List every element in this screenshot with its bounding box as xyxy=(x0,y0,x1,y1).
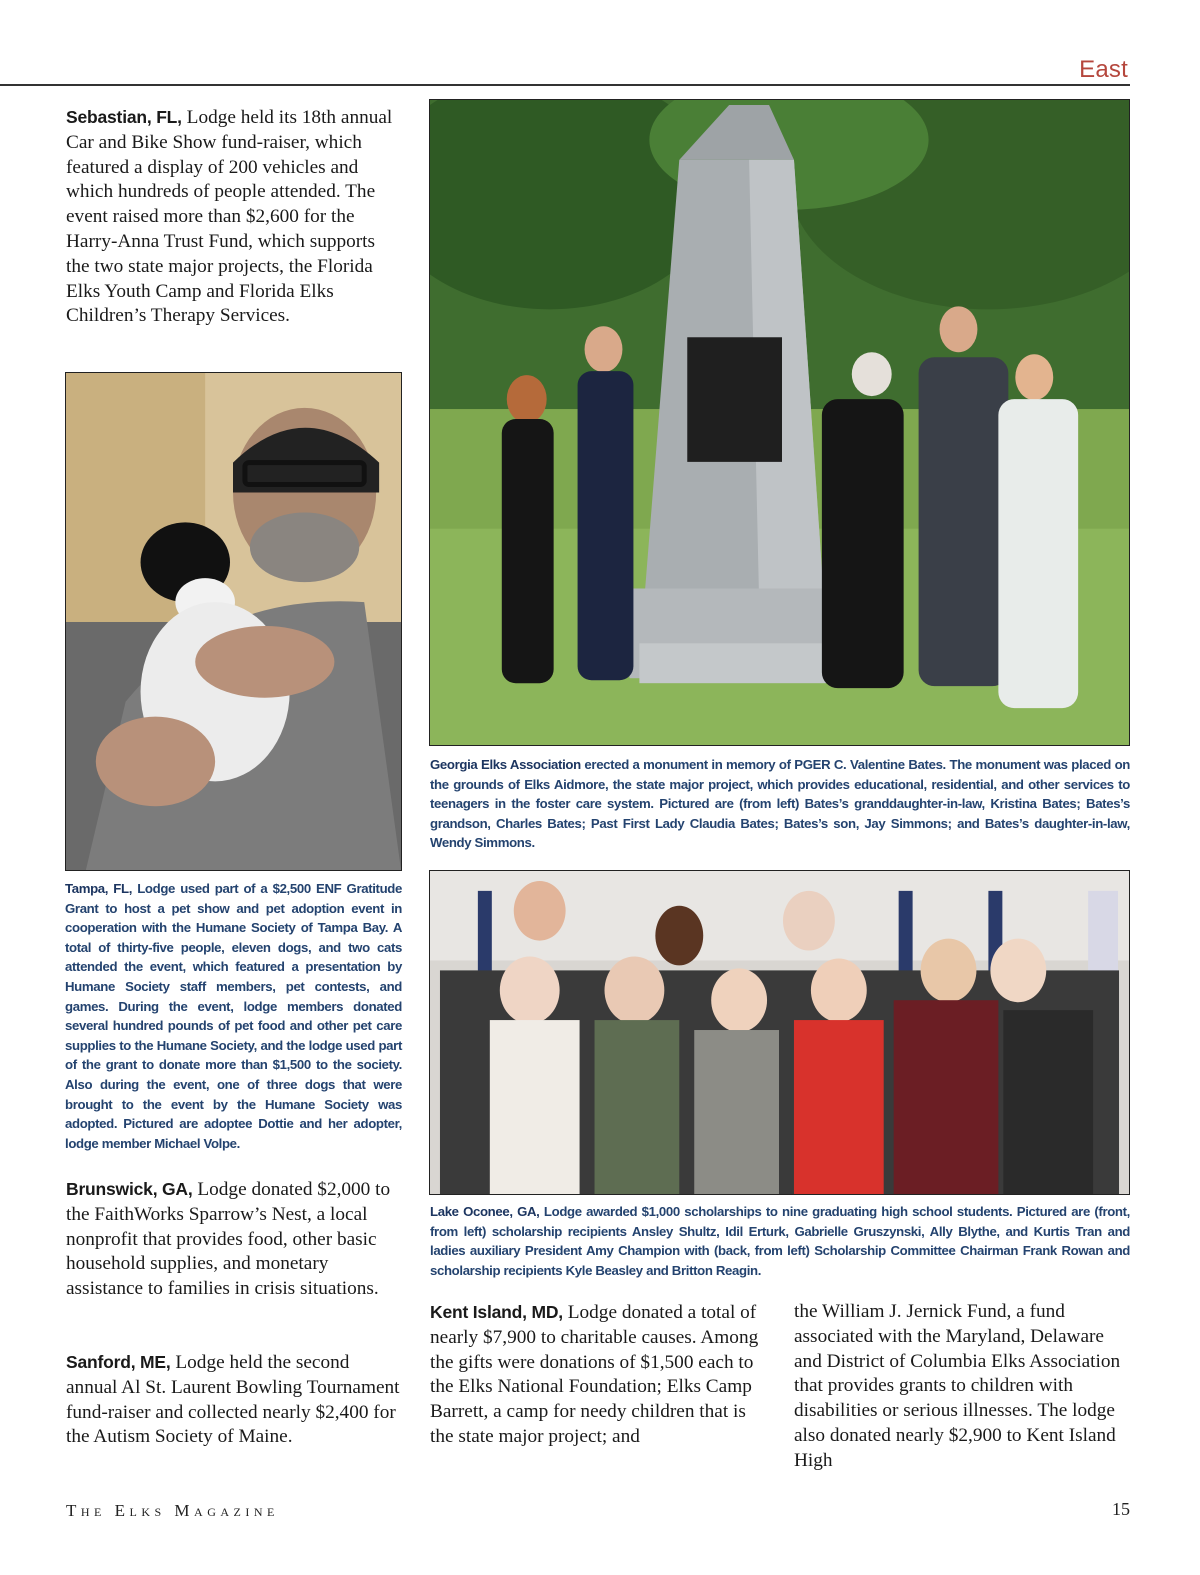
article-body: Lodge held the second annual Al St. Laurent Bowling Tournament fund-raiser and collected nearly $2,400 for the Autism Society of Maine. xyxy=(66,1352,400,1448)
caption-lead: Tampa, FL, xyxy=(65,881,133,896)
caption-body: Lodge used part of a $2,500 ENF Gratitude Grant to host a pet show and pet adoption event in cooperation with the Humane Society of Tampa Bay. A total of thirty-five people, eleven dogs, and two cats attended the event, which featured a presentation by Humane Society staff members, pet contests, and games. During the event, lodge members donated several hundred pounds of pet food and other pet care supplies to the Humane Society, and the lodge used part of the grant to donate more than $1,500 to the society. Also during the event, one of three dogs that were brought to the event by the Humane Society was adopted. Pictured are adoptee Dottie and her adopter, lodge member Michael Volpe. xyxy=(65,881,402,1151)
article-sanford xyxy=(66,1350,402,1450)
lake-oconee-photo-illustration xyxy=(430,871,1129,1194)
article-lead: Sebastian, FL, xyxy=(66,107,182,127)
caption-lake-oconee xyxy=(430,1202,1130,1280)
section-label: East xyxy=(1079,56,1128,83)
caption-body: erected a monument in memory of PGER C. Valentine Bates. The monument was placed on the grounds of Elks Aidmore, the state major project, which provides educational, residential, and other services to teenagers in the foster care system. Pictured are (from left) Bates’s granddaughter-in-law, Kristina Bates; Bates’s grandson, Charles Bates; Past First Lady Claudia Bates; Bates’s son, Jay Simmons; and Bates’s daughter-in-law, Wendy Simmons. xyxy=(430,757,1130,851)
article-lead: Sanford, ME, xyxy=(66,1352,171,1372)
tampa-photo-illustration xyxy=(66,373,401,870)
magazine-title: The Elks Magazine xyxy=(66,1501,279,1520)
article-body: Lodge held its 18th annual Car and Bike Show fund-raiser, which featured a display of 200 vehicles and which hundreds of people attended. The event raised more than $2,600 for the Harry-Anna Trust Fund, which supports the two state major projects, the Florida Elks Youth Camp and Florida Elks Children’s Therapy Services. xyxy=(66,107,393,327)
article-lead: Kent Island, MD, xyxy=(430,1302,563,1322)
page-number: 15 xyxy=(1112,1499,1130,1519)
article-body: the William J. Jernick Fund, a fund associated with the Maryland, Delaware and District of Columbia Elks Association that provides grants to children with disabilities or serious illnesses. The lodge also donated nearly $2,900 to Kent Island High xyxy=(794,1301,1121,1471)
photo-monument xyxy=(429,99,1130,746)
article-body: Lodge donated $2,000 to the FaithWorks Sparrow’s Nest, a local nonprofit that provides food, other basic household supplies, and monetary assistance to families in crisis situations. xyxy=(66,1179,391,1300)
caption-body: Lodge awarded $1,000 scholarships to nine graduating high school students. Pictured are (front, from left) scholarship recipients Ansley Shultz, Idil Erturk, Gabrielle Gruszynski, Ally Blythe, and Kurtis Tran and ladies auxiliary President Amy Champion with (back, from left) Scholarship Committee Chairman Frank Rowan and scholarship recipients Kyle Beasley and Britton Reagin. xyxy=(430,1204,1130,1278)
article-sebastian xyxy=(66,105,400,329)
top-rule xyxy=(0,84,1130,86)
article-kent-island-col2 xyxy=(794,1300,1130,1474)
article-body: Lodge donated a total of nearly $7,900 to charitable causes. Among the gifts were donations of $1,500 each to the Elks National Foundation; Elks Camp Barrett, a camp for needy children that is the state major project; and xyxy=(430,1302,759,1447)
caption-lead: Georgia Elks Association xyxy=(430,757,581,772)
article-lead: Brunswick, GA, xyxy=(66,1179,193,1199)
caption-tampa xyxy=(65,879,402,1153)
monument-photo-illustration xyxy=(430,100,1129,745)
photo-lake-oconee xyxy=(429,870,1130,1195)
photo-tampa xyxy=(65,372,402,871)
caption-georgia xyxy=(430,755,1130,853)
article-brunswick xyxy=(66,1177,402,1302)
article-kent-island-col1 xyxy=(430,1300,770,1450)
caption-lead: Lake Oconee, GA, xyxy=(430,1204,540,1219)
